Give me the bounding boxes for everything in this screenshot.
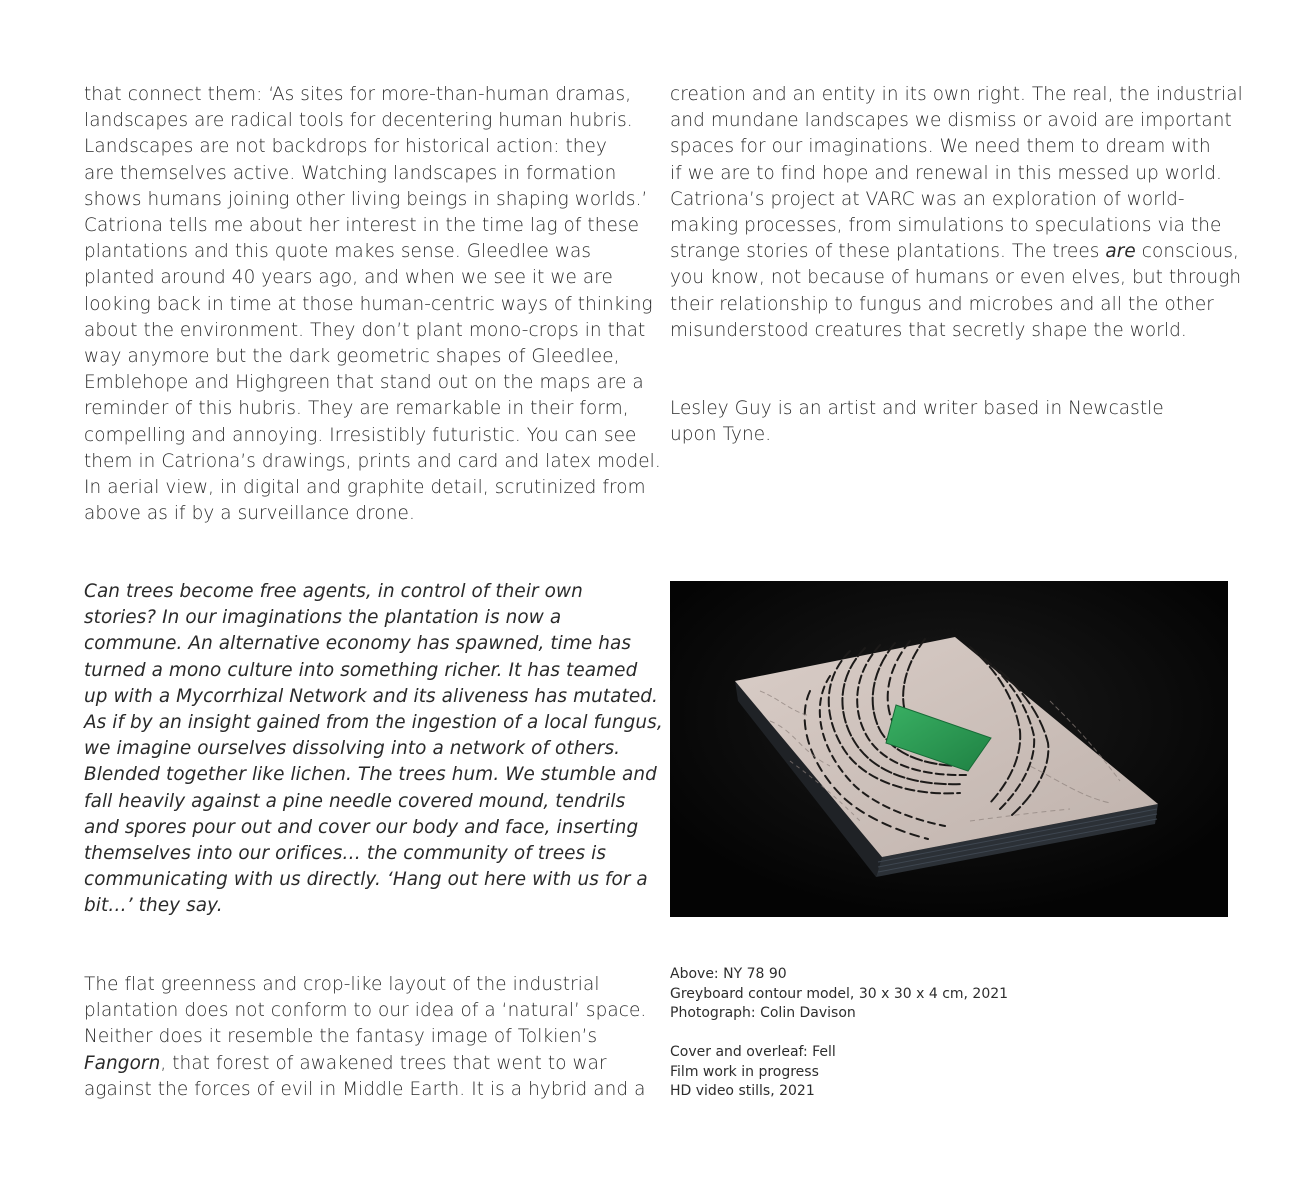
text-line: you know, not because of humans or even elves, but through [670, 267, 1242, 289]
text-line: plantation does not conform to our idea of a ‘natural’ space. [84, 1000, 647, 1022]
text-line: upon Tyne. [670, 424, 772, 446]
text-line: bit…’ they say. [84, 895, 223, 917]
text-line: As if by an insight gained from the ingestion of a local fungus, [84, 712, 663, 734]
text-line: commune. An alternative economy has spawned, time has [84, 633, 632, 655]
text-line: planted around 40 years ago, and when we see it we are [84, 267, 613, 289]
text-line: against the forces of evil in Middle Earth. It is a hybrid and a [84, 1078, 646, 1100]
text-line: turned a mono culture into something richer. It has teamed [84, 659, 638, 681]
text-line: and spores pour out and cover our body and face, inserting [84, 816, 639, 838]
text-line: looking back in time at those human-centric ways of thinking [84, 293, 653, 315]
text-line: compelling and annoying. Irresistibly futuristic. You can see [84, 424, 637, 446]
text-run: strange stories of these plantations. The trees [670, 241, 1106, 263]
caption-line: Photograph: Colin Davison [670, 1005, 856, 1021]
caption-line: Cover and overleaf: Fell [670, 1044, 836, 1060]
contour-model-illustration [670, 581, 1228, 917]
text-line: Catriona tells me about her interest in the time lag of these [84, 215, 639, 237]
text-line: communicating with us directly. ‘Hang out here with us for a [84, 869, 648, 891]
text-line: misunderstood creatures that secretly shape the world. [670, 319, 1187, 341]
text-line: plantations and this quote makes sense. Gleedlee was [84, 241, 592, 263]
text-line: spaces for our imaginations. We need them to dream with [670, 136, 1211, 158]
essay-paragraph-greenness [84, 972, 646, 1103]
text-line: In aerial view, in digital and graphite detail, scrutinized from [84, 477, 646, 499]
text-line: creation and an entity in its own right. The real, the industrial [670, 84, 1243, 105]
essay-paragraph-landscapes [84, 82, 661, 527]
contour-model-photograph [670, 581, 1228, 917]
text-line: Landscapes are not backdrops for historical action: they [84, 136, 607, 158]
text-line: stories? In our imaginations the plantation is now a [84, 607, 562, 629]
caption-line: Film work in progress [670, 1063, 819, 1080]
text-line: fall heavily against a pine needle covered mound, tendrils [84, 790, 626, 812]
text-line: shows humans joining other living beings in shaping worlds.’ [84, 188, 648, 210]
text-line: Emblehope and Highgreen that stand out on the maps are a [84, 372, 644, 394]
text-line: we imagine ourselves dissolving into a network of others. [84, 738, 621, 760]
text-run: , that forest of awakened trees that went to war [160, 1052, 607, 1074]
text-line [84, 1051, 646, 1077]
caption-line: HD video stills, 2021 [670, 1083, 815, 1099]
caption-line: Above: NY 78 90 [670, 966, 787, 982]
text-line: their relationship to fungus and microbes and all the other [670, 293, 1214, 315]
text-line: reminder of this hubris. They are remarkable in their form, [84, 398, 629, 420]
text-line: themselves into our orifices… the community of trees is [84, 843, 607, 865]
text-line: that connect them: ‘As sites for more-than-human dramas, [84, 84, 632, 105]
text-run: conscious, [1135, 241, 1239, 263]
author-bio [670, 396, 1164, 448]
text-line: Blended together like lichen. The trees hum. We stumble and [84, 764, 657, 786]
text-line: about the environment. They don’t plant mono-crops in that [84, 319, 646, 341]
text-line: them in Catriona’s drawings, prints and card and latex model. [84, 450, 661, 472]
essay-paragraph-creation [670, 82, 1243, 344]
text-line: The flat greenness and crop-like layout of the industrial [84, 974, 600, 995]
fangorn-title: Fangorn [84, 1052, 161, 1074]
text-line: Lesley Guy is an artist and writer based in Newcastle [670, 398, 1164, 419]
text-line: way anymore but the dark geometric shapes of Gleedlee, [84, 346, 620, 368]
text-line [670, 239, 1243, 265]
text-line: are themselves active. Watching landscapes in formation [84, 162, 617, 184]
text-line: up with a Mycorrhizal Network and its aliveness has mutated. [84, 685, 658, 707]
text-line: above as if by a surveillance drone. [84, 503, 415, 525]
text-line: if we are to find hope and renewal in this messed up world. [670, 162, 1222, 184]
emphasis-word: are [1105, 241, 1136, 263]
photo-caption-above [670, 965, 1008, 1024]
text-line: landscapes are radical tools for decentering human hubris. [84, 110, 633, 132]
essay-paragraph-italic-imagining [84, 579, 663, 920]
text-line: Catriona’s project at VARC was an exploration of world- [670, 188, 1185, 210]
text-line: making processes, from simulations to speculations via the [670, 215, 1222, 237]
text-line: Neither does it resemble the fantasy image of Tolkien’s [84, 1026, 598, 1048]
text-line: and mundane landscapes we dismiss or avoid are important [670, 110, 1232, 132]
text-line: Can trees become free agents, in control of their own [84, 581, 583, 602]
cover-caption [670, 1043, 836, 1102]
caption-line: Greyboard contour model, 30 x 30 x 4 cm, 2021 [670, 985, 1009, 1002]
